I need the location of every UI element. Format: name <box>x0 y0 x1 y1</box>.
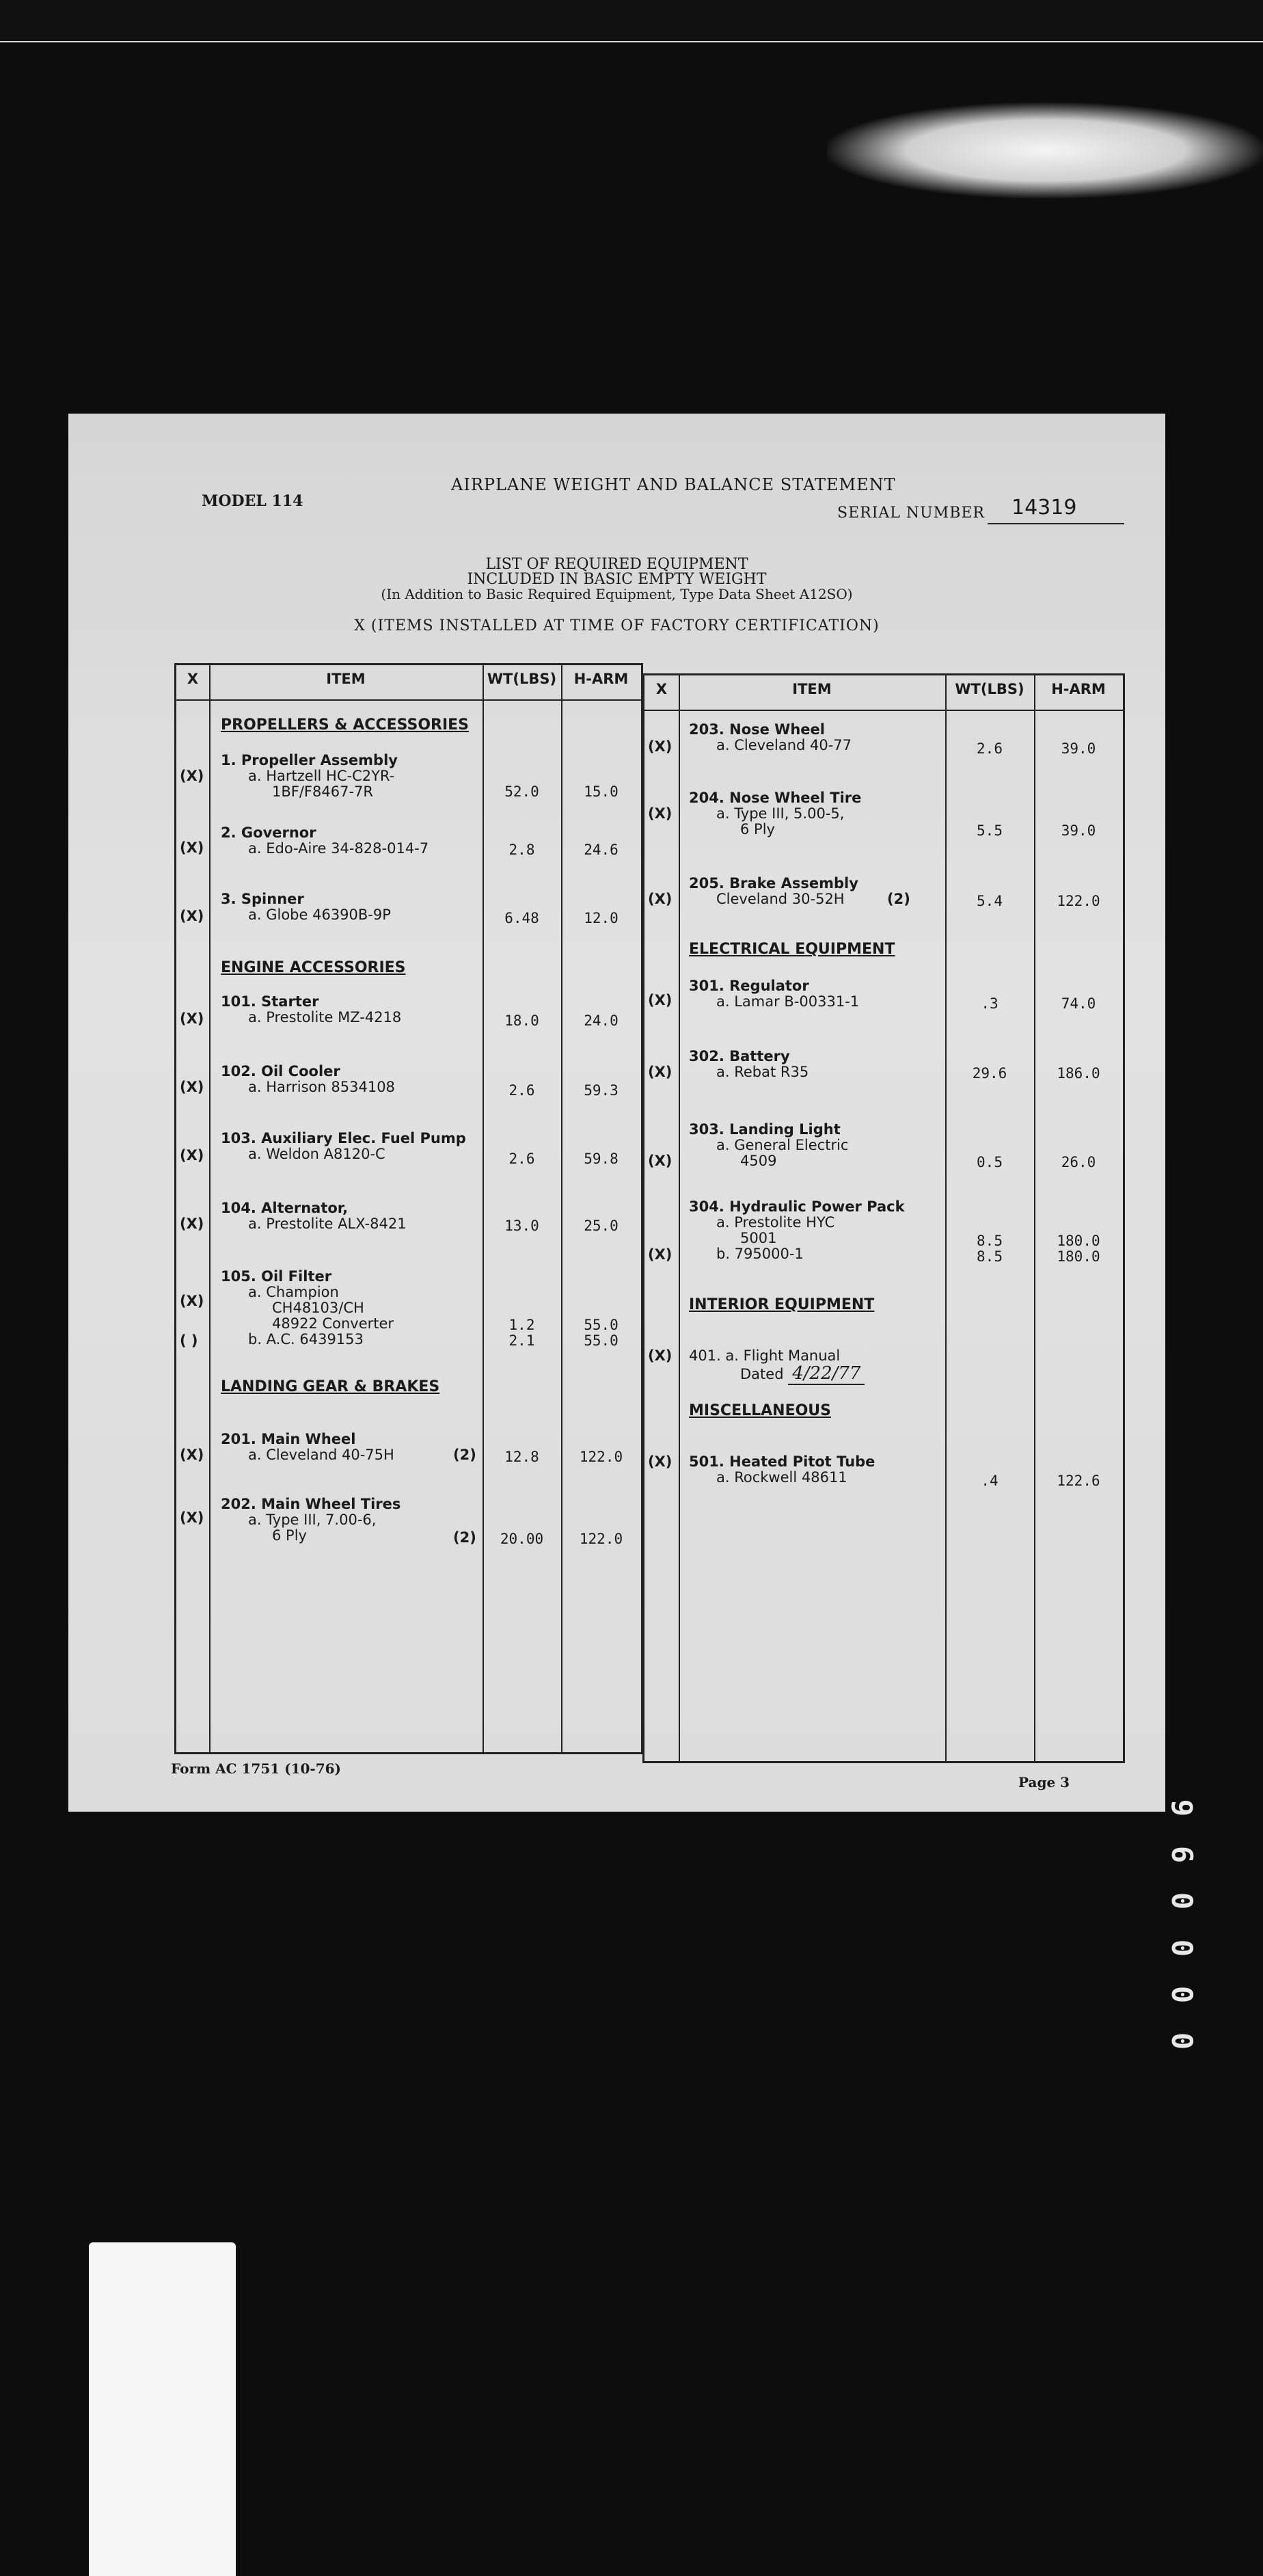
item-detail: a. Champion <box>248 1284 339 1300</box>
document-page <box>68 414 1165 1812</box>
arm-value: 180.0 <box>1057 1248 1100 1265</box>
arm-value: 39.0 <box>1061 740 1096 757</box>
installed-mark: (X) <box>180 840 204 856</box>
page-title: AIRPLANE WEIGHT AND BALANCE STATEMENT <box>451 475 896 494</box>
item-detail: a. Type III, 5.00-5, <box>716 805 845 822</box>
item-detail: 4509 <box>740 1153 777 1169</box>
item-detail: 1BF/F8467-7R <box>272 783 373 800</box>
weight-value: 18.0 <box>504 1012 539 1029</box>
arm-value: 186.0 <box>1057 1065 1100 1082</box>
arm-value: 122.6 <box>1057 1473 1100 1489</box>
installed-mark: (X) <box>180 768 204 784</box>
installed-mark: (X) <box>180 1216 204 1232</box>
section-heading: MISCELLANEOUS <box>689 1402 832 1419</box>
item-detail: a. Prestolite ALX-8421 <box>248 1216 407 1232</box>
item-name: 304. Hydraulic Power Pack <box>689 1198 905 1215</box>
frame-digit: 0 <box>1165 1939 1199 1957</box>
handwritten-date: 4/22/77 <box>788 1363 865 1385</box>
weight-value: 12.8 <box>504 1449 539 1465</box>
arm-value: 26.0 <box>1061 1154 1096 1170</box>
installed-mark: (X) <box>180 1010 204 1027</box>
light-glare <box>827 103 1263 198</box>
weight-value: 5.5 <box>977 822 1003 839</box>
item-name: 401. a. Flight Manual <box>689 1347 841 1364</box>
film-edge-top <box>0 0 1263 42</box>
installed-mark: (X) <box>648 1246 673 1263</box>
right-equipment-table <box>642 673 1125 1763</box>
installed-mark: (X) <box>648 1453 673 1470</box>
item-detail: Cleveland 30-52H <box>716 891 845 907</box>
installed-mark: (X) <box>648 1347 673 1364</box>
weight-value: 29.6 <box>972 1065 1007 1082</box>
item-name: 1. Propeller Assembly <box>221 752 398 768</box>
item-name: 501. Heated Pitot Tube <box>689 1453 875 1470</box>
item-name: 205. Brake Assembly <box>689 875 858 891</box>
weight-value: 2.1 <box>508 1332 535 1349</box>
installed-mark: (X) <box>648 805 673 822</box>
weight-value: 1.2 <box>508 1317 535 1333</box>
quantity: (2) <box>453 1447 476 1463</box>
item-name: 303. Landing Light <box>689 1121 841 1138</box>
left-equipment-table <box>174 663 643 1754</box>
weight-value: 20.00 <box>500 1531 544 1547</box>
item-detail: a. Rockwell 48611 <box>716 1469 847 1486</box>
item-detail: CH48103/CH <box>272 1300 364 1316</box>
item-name: 2. Governor <box>221 824 316 841</box>
item-name: 102. Oil Cooler <box>221 1063 340 1079</box>
weight-value: 8.5 <box>977 1248 1003 1265</box>
serial-number-value: 14319 <box>1011 496 1077 520</box>
frame-digit: 0 <box>1165 2032 1199 2050</box>
item-detail: a. Weldon A8120-C <box>248 1146 385 1162</box>
item-detail: b. 795000-1 <box>716 1246 804 1262</box>
section-heading: ELECTRICAL EQUIPMENT <box>689 941 895 958</box>
arm-value: 122.0 <box>579 1449 623 1465</box>
col-x-header: X <box>187 671 199 687</box>
model-label: MODEL 114 <box>202 492 303 510</box>
section-heading: INTERIOR EQUIPMENT <box>689 1296 875 1313</box>
installed-mark: (X) <box>648 891 673 907</box>
legend-text: X (ITEMS INSTALLED AT TIME OF FACTORY CERTIFICATION) <box>354 617 880 634</box>
arm-value: 15.0 <box>584 783 619 800</box>
arm-value: 59.3 <box>584 1082 619 1099</box>
installed-mark: (X) <box>180 1079 204 1095</box>
item-name: 101. Starter <box>221 993 319 1010</box>
weight-value: 2.6 <box>508 1151 535 1167</box>
weight-value: .4 <box>981 1473 999 1489</box>
item-detail: a. Rebat R35 <box>716 1064 809 1080</box>
item-detail: a. Type III, 7.00-6, <box>248 1512 377 1528</box>
item-detail: 6 Ply <box>272 1527 307 1544</box>
installed-mark: (X) <box>180 1293 204 1309</box>
item-detail: a. Cleveland 40-75H <box>248 1447 394 1463</box>
arm-value: 122.0 <box>579 1531 623 1547</box>
item-name: 105. Oil Filter <box>221 1268 332 1285</box>
item-detail: a. Harrison 8534108 <box>248 1079 395 1095</box>
item-name: 204. Nose Wheel Tire <box>689 790 862 806</box>
installed-mark: (X) <box>648 992 673 1008</box>
arm-value: 24.6 <box>584 842 619 858</box>
item-detail: a. Globe 46390B-9P <box>248 907 391 923</box>
installed-mark: (X) <box>180 1510 204 1526</box>
frame-digit: 9 <box>1165 1799 1199 1817</box>
weight-value: 5.4 <box>977 893 1003 909</box>
col-x-header: X <box>655 681 668 697</box>
arm-value: 24.0 <box>584 1012 619 1029</box>
weight-value: 2.6 <box>977 740 1003 757</box>
installed-mark: (X) <box>648 738 673 755</box>
item-name: 104. Alternator, <box>221 1200 349 1216</box>
weight-value: 0.5 <box>977 1154 1003 1170</box>
col-wt-header: WT(LBS) <box>487 671 557 687</box>
item-name: 301. Regulator <box>689 978 809 994</box>
item-detail <box>740 1363 865 1384</box>
installed-mark: (X) <box>180 908 204 924</box>
film-leader <box>89 2242 236 2576</box>
item-detail: a. Cleveland 40-77 <box>716 737 852 753</box>
weight-value: 52.0 <box>504 783 539 800</box>
section-heading: PROPELLERS & ACCESSORIES <box>221 716 470 734</box>
arm-value: 39.0 <box>1061 822 1096 839</box>
item-detail: a. Prestolite MZ-4218 <box>248 1009 402 1025</box>
arm-value: 55.0 <box>584 1332 619 1349</box>
item-detail: b. A.C. 6439153 <box>248 1331 364 1347</box>
frame-digit: 0 <box>1165 1985 1199 2003</box>
frame-digit: 0 <box>1165 1892 1199 1910</box>
item-name: 3. Spinner <box>221 891 304 907</box>
weight-value: 2.8 <box>508 842 535 858</box>
col-item-header: ITEM <box>792 681 832 697</box>
not-installed-mark: ( ) <box>180 1332 198 1349</box>
item-name: 302. Battery <box>689 1048 790 1064</box>
quantity: (2) <box>453 1529 476 1546</box>
arm-value: 55.0 <box>584 1317 619 1333</box>
weight-value: 2.6 <box>508 1082 535 1099</box>
col-wt-header: WT(LBS) <box>955 681 1024 697</box>
item-detail: a. General Electric <box>716 1137 849 1153</box>
installed-mark: (X) <box>180 1147 204 1164</box>
installed-mark: (X) <box>180 1447 204 1463</box>
installed-mark: (X) <box>648 1064 673 1080</box>
arm-value: 180.0 <box>1057 1233 1100 1249</box>
arm-value: 12.0 <box>584 910 619 926</box>
section-heading: LANDING GEAR & BRAKES <box>221 1378 440 1395</box>
weight-value: 13.0 <box>504 1218 539 1234</box>
weight-value: 8.5 <box>977 1233 1003 1249</box>
quantity: (2) <box>887 891 910 907</box>
item-detail: 6 Ply <box>740 821 775 837</box>
serial-number-label: SERIAL NUMBER <box>837 505 985 522</box>
item-detail: 48922 Converter <box>272 1315 394 1332</box>
col-harm-header: H-ARM <box>573 671 629 687</box>
item-name: 103. Auxiliary Elec. Fuel Pump <box>221 1130 466 1146</box>
col-item-header: ITEM <box>326 671 366 687</box>
list-title-3: (In Addition to Basic Required Equipment, Type Data Sheet A12SO) <box>381 586 853 602</box>
weight-value: .3 <box>981 995 999 1012</box>
form-number: Form AC 1751 (10-76) <box>171 1760 342 1777</box>
item-detail: 5001 <box>740 1230 777 1246</box>
item-name: 203. Nose Wheel <box>689 721 825 738</box>
dated-label: Dated <box>740 1366 784 1382</box>
weight-value: 6.48 <box>504 910 539 926</box>
page-number: Page 3 <box>1018 1774 1070 1790</box>
list-title-2: INCLUDED IN BASIC EMPTY WEIGHT <box>467 571 767 588</box>
item-detail: a. Lamar B-00331-1 <box>716 993 860 1010</box>
arm-value: 122.0 <box>1057 893 1100 909</box>
item-name: 202. Main Wheel Tires <box>221 1496 401 1512</box>
item-name: 201. Main Wheel <box>221 1431 356 1447</box>
list-title-1: LIST OF REQUIRED EQUIPMENT <box>485 556 748 573</box>
arm-value: 25.0 <box>584 1218 619 1234</box>
installed-mark: (X) <box>648 1153 673 1169</box>
arm-value: 59.8 <box>584 1151 619 1167</box>
item-detail: a. Prestolite HYC <box>716 1214 835 1231</box>
item-detail: a. Edo-Aire 34-828-014-7 <box>248 840 429 857</box>
section-heading: ENGINE ACCESSORIES <box>221 959 406 976</box>
serial-underline <box>988 523 1124 524</box>
film-frame-number <box>1162 1791 1203 2058</box>
item-detail: a. Hartzell HC-C2YR- <box>248 768 395 784</box>
col-harm-header: H-ARM <box>1051 681 1106 697</box>
arm-value: 74.0 <box>1061 995 1096 1012</box>
frame-digit: 6 <box>1165 1846 1199 1864</box>
